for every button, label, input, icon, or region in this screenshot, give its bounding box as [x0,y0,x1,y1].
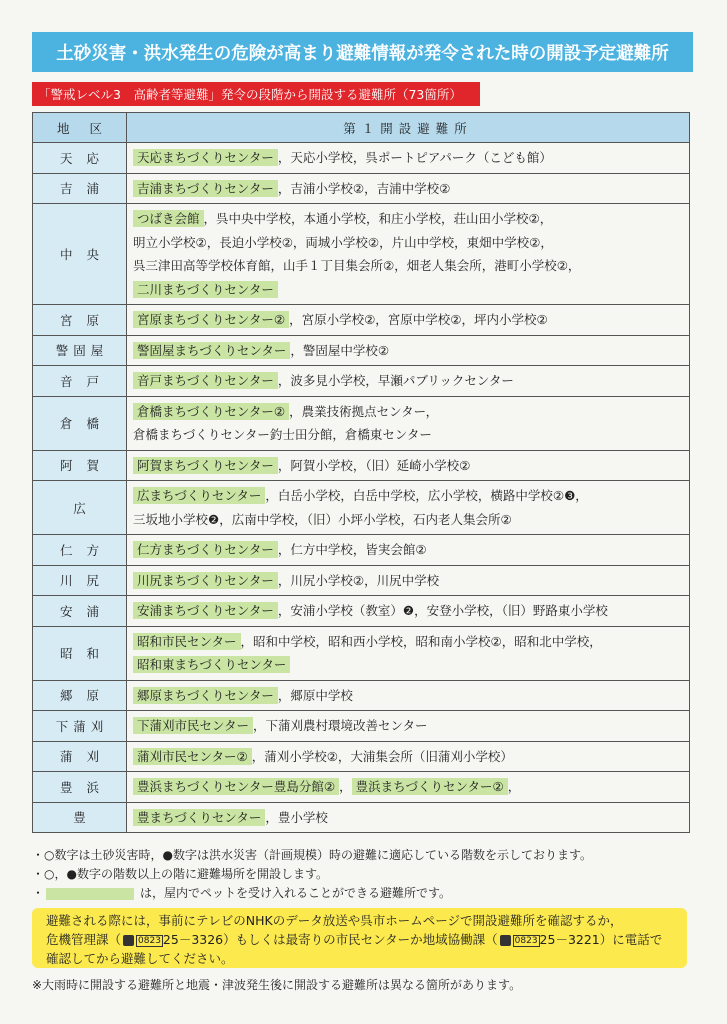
note-pet-legend [32,884,702,903]
pet-shelter-name: 広まちづくりセンター [133,487,265,504]
pet-shelter-name: 郷原まちづくりセンター [133,687,278,704]
district-cell: 仁方 [33,535,127,566]
facility-text: ，天応小学校，呉ポートピアパーク（こども館） [277,150,552,165]
facility-text: 呉三津田高等学校体育館，山手１丁目集会所②，畑老人集会所，港町小学校②， [133,258,581,273]
district-cell: 昭和 [33,626,127,680]
district-cell: 安浦 [33,596,127,627]
pet-shelter-name: 蒲刈市民センター② [133,748,252,765]
pet-legend-swatch [46,888,134,900]
pet-shelter-name: 宮原まちづくりセンター② [133,311,289,328]
pet-shelter-name: 豊まちづくりセンター [133,809,265,826]
area-code-label: 0823 [514,935,538,946]
district-cell: 広 [33,481,127,535]
facility-line [133,569,683,593]
callout-line-2b: 25－3326）もしくは最寄りの市民センターか地域協働課（ [162,932,498,947]
table-row [33,565,690,596]
pet-shelter-name: 昭和市民センター [133,633,241,650]
area-code-label: 0823 [138,935,161,946]
facility-line [133,339,683,363]
facility-cell [127,535,690,566]
district-cell: 音戸 [33,366,127,397]
facility-line [133,599,683,623]
facility-line [133,630,683,654]
facility-text: ，警固屋中学校② [290,342,390,358]
district-cell: 宮原 [33,305,127,336]
table-row [33,481,690,535]
callout-line-1: 避難される際には，事前にテレビのNHKのデータ放送や呉市ホームページで開設避難所を確認するか， [46,913,623,928]
facility-text: 三坂地小学校❷，広南中学校，（旧）小坪小学校，石内老人集会所② [133,511,512,527]
facility-cell [127,680,690,711]
confirmation-callout [32,908,687,968]
facility-text: ，川尻小学校②，川尻中学校 [277,572,440,588]
table-row [33,335,690,366]
table-row [33,396,690,450]
facility-cell [127,305,690,336]
note-floor-open: ・○，●数字の階数以上の階に避難場所を開設します。 [32,867,328,881]
callout-line-2 [46,930,673,949]
facility-line [133,146,683,170]
facility-line [133,254,683,278]
facility-cell [127,143,690,174]
shelter-table [32,112,690,833]
pet-shelter-name: つばき会館 [133,210,204,227]
facility-cell [127,711,690,742]
facility-line [133,538,683,562]
facility-cell [127,450,690,481]
pet-shelter-name: 倉橋まちづくりセンター② [133,403,289,420]
table-row [33,711,690,742]
table-row [33,305,690,336]
facility-text: ，豊小学校 [265,809,328,825]
district-cell: 警固屋 [33,335,127,366]
district-cell: 川尻 [33,565,127,596]
district-cell: 下蒲刈 [33,711,127,742]
facility-text: ，宮原小学校②，宮原中学校②，坪内小学校② [289,312,548,327]
district-cell: 郷原 [33,680,127,711]
note-pet-text: は，屋内でペットを受け入れることができる避難所です。 [140,886,452,900]
facility-cell [127,204,690,305]
facility-line [133,177,683,201]
district-cell: 吉浦 [33,173,127,204]
district-cell: 中央 [33,204,127,305]
page-title: 土砂災害・洪水発生の危険が高まり避難情報が発令された時の開設予定避難所 [56,43,669,64]
pet-shelter-name: 天応まちづくりセンター [133,149,278,166]
district-cell: 蒲刈 [33,741,127,772]
table-row [33,450,690,481]
table-header-row [33,113,690,143]
pet-shelter-name: 豊浜まちづくりセンター豊島分館② [133,778,339,795]
facility-text: ，白岳小学校，白岳中学校，広小学校，横路中学校②❸， [265,488,588,503]
table-row [33,143,690,174]
facility-text: ，昭和中学校，昭和西小学校，昭和南小学校②，昭和北中学校， [240,633,602,649]
facility-text: ，波多見小学校，早瀬パブリックセンター [277,373,514,388]
pet-shelter-name: 吉浦まちづくりセンター [133,180,278,197]
pet-shelter-name: 阿賀まちづくりセンター [133,457,278,474]
district-cell: 倉橋 [33,396,127,450]
pet-shelter-name: 昭和東まちづくりセンター [133,656,290,673]
page-title-banner [32,32,693,72]
facility-line [133,745,683,769]
district-cell: 天応 [33,143,127,174]
table-row [33,366,690,397]
facility-line [133,806,683,830]
table-row [33,772,690,803]
notes [32,846,702,903]
facility-line [133,278,683,302]
facility-cell [127,772,690,803]
table-row [33,802,690,833]
facility-line [133,653,683,677]
facility-line [133,231,683,255]
level3-subheading-text: 「警戒レベル3 高齢者等避難」発令の段階から開設する避難所（73箇所） [38,87,462,102]
header-facility: 第１開設避難所 [127,113,690,143]
note-pet-bullet: ・ [32,886,45,900]
callout-line-2a: 危機管理課（ [46,932,122,947]
facility-line [133,308,683,332]
pet-shelter-name: 安浦まちづくりセンター [133,602,278,619]
facility-text: ，阿賀小学校，（旧）延崎小学校② [277,457,471,473]
facility-cell [127,481,690,535]
facility-line [133,508,683,532]
facility-line [133,775,683,799]
table-row [33,741,690,772]
table-row [33,596,690,627]
facility-line [133,207,683,231]
phone-icon [123,935,134,946]
district-cell: 豊 [33,802,127,833]
facility-cell [127,565,690,596]
facility-text: ，農業技術拠点センター， [289,403,439,419]
facility-cell [127,741,690,772]
facility-cell [127,173,690,204]
table-row [33,626,690,680]
callout-line-3: 確認してから避難してください。 [46,951,234,966]
note-floor-numbers: ・○数字は土砂災害時，●数字は洪水災害（計画規模）時の避難に適応している階数を示しております。 [32,848,592,862]
table-row [33,680,690,711]
callout-line-2c: 25－3221）に電話で [539,932,663,947]
facility-line [133,454,683,478]
facility-text: ，吉浦小学校②，吉浦中学校② [277,180,451,196]
facility-text: ，下蒲刈農村環境改善センター [253,718,428,733]
table-row [33,535,690,566]
pet-shelter-name: 警固屋まちづくりセンター [133,342,290,359]
phone-icon [500,935,511,946]
facility-text: ，仁方中学校，皆実会館② [277,542,427,557]
facility-text: ，蒲刈小学校②，大浦集会所（旧蒲刈小学校） [251,748,513,764]
district-cell: 豊浜 [33,772,127,803]
facility-cell [127,626,690,680]
pet-shelter-name: 二川まちづくりセンター [133,281,278,298]
facility-line [133,423,683,447]
facility-text: 倉橋まちづくりセンター釣士田分館，倉橋東センター [133,427,432,442]
pet-shelter-name: 仁方まちづくりセンター [133,541,278,558]
facility-line [133,484,683,508]
facility-cell [127,596,690,627]
facility-text: ，郷原中学校 [277,687,353,703]
facility-line [133,714,683,738]
facility-line [133,684,683,708]
facility-text: ，呉中央中学校，本通小学校，和庄小学校，荘山田小学校②， [203,211,553,226]
table-row [33,173,690,204]
pet-shelter-name: 川尻まちづくりセンター [133,572,278,589]
shelter-table-body [33,143,690,833]
facility-cell [127,396,690,450]
header-district: 地区 [33,113,127,143]
facility-line [133,369,683,393]
facility-text: ， [339,779,352,794]
facility-cell [127,366,690,397]
facility-text: ，安浦小学校（教室）❷，安登小学校，（旧）野路東小学校 [277,603,608,618]
facility-text: 明立小学校②，長迫小学校②，両城小学校②，片山中学校，東畑中学校②， [133,234,553,250]
facility-cell [127,335,690,366]
district-cell: 阿賀 [33,450,127,481]
facility-cell [127,802,690,833]
facility-line [133,400,683,424]
pet-shelter-name: 下蒲刈市民センター [133,717,253,734]
pet-shelter-name: 豊浜まちづくりセンター② [352,778,508,795]
footnote: ※大雨時に開設する避難所と地震・津波発生後に開設する避難所は異なる箇所があります。 [32,978,522,992]
level3-subheading [32,82,480,106]
pet-shelter-name: 音戸まちづくりセンター [133,372,278,389]
table-row [33,204,690,305]
facility-text: ， [507,779,521,794]
